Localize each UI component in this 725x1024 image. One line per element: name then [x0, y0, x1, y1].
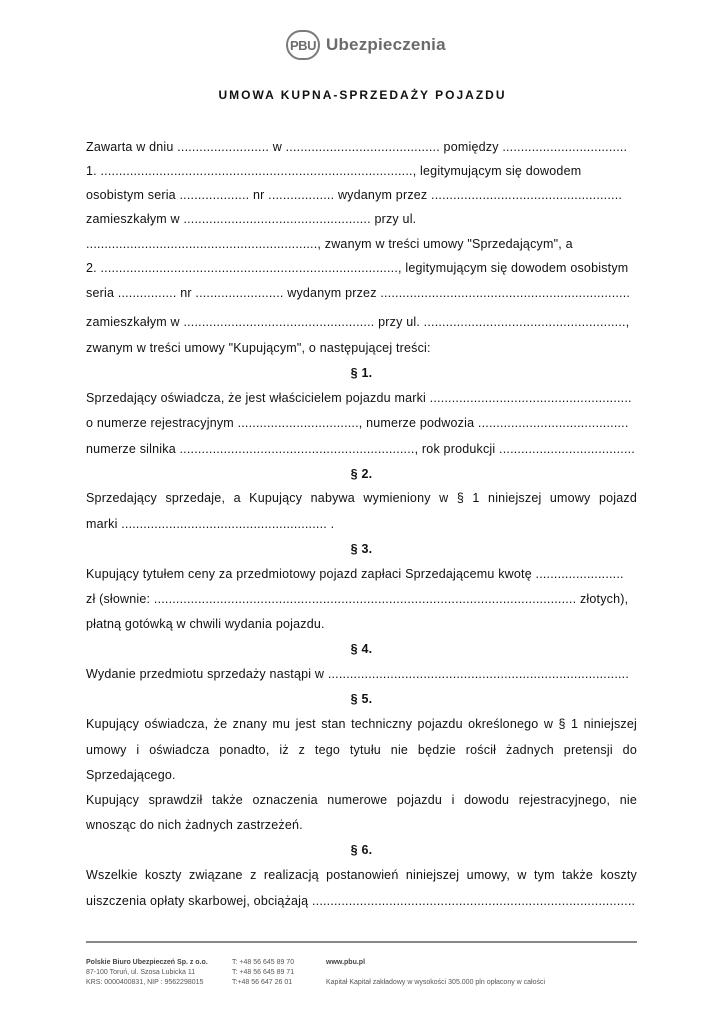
section-heading: § 1. [350, 366, 373, 380]
contract-line: Wydanie przedmiotu sprzedaży nastąpi w .................................................................................. [86, 667, 630, 681]
contract-line: wnosząc do nich żadnych zastrzeżeń. [86, 818, 303, 832]
logo-badge: PBU [286, 30, 320, 60]
company-logo [286, 30, 446, 60]
section-heading: § 2. [350, 467, 373, 481]
footer-website-link[interactable]: www.pbu.pl [326, 959, 366, 966]
contract-line: płatną gotówką w chwili wydania pojazdu. [86, 617, 325, 631]
footer-divider [86, 941, 637, 943]
contract-line: Wszelkie koszty związane z realizacją postanowień niniejszej umowy, w tym także koszty [86, 868, 637, 882]
contract-line: Zawarta w dniu ......................... w .......................................... pomiędzy .................................. [86, 140, 628, 154]
contract-line: uiszczenia opłaty skarbowej, obciążają ........................................................................................ [86, 894, 636, 908]
contract-line: zwanym w treści umowy "Kupującym", o następującej treści: [86, 341, 431, 355]
contract-line: Kupujący sprawdził także oznaczenia numerowe pojazdu i dowodu rejestracyjnego, nie [86, 793, 637, 807]
contract-line: Sprzedający sprzedaje, a Kupujący nabywa wymieniony w § 1 niniejszej umowy pojazd [86, 491, 637, 505]
section-heading: § 3. [350, 542, 373, 556]
footer-company-info [86, 958, 208, 988]
section-heading: § 5. [350, 692, 373, 706]
contract-line: ..............................................................., zwanym w treści umowy "Sprzedającym", a [86, 237, 573, 251]
contract-line: zamieszkałym w ................................................... przy ul. [86, 212, 417, 226]
footer-phone: T: +48 56 645 89 71 [232, 969, 295, 976]
footer-capital: Kapitał Kapitał zakładowy w wysokości 305.000 pln opłacony w całości [326, 979, 546, 986]
contract-line: o numerze rejestracyjnym ................................., numerze podwozia ......................................... [86, 416, 629, 430]
contract-line: Sprzedający oświadcza, że jest właścicielem pojazdu marki ....................................................... [86, 391, 632, 405]
logo-name: Ubezpieczenia [326, 35, 446, 54]
contract-line: marki ........................................................ . [86, 517, 335, 531]
footer-registration: KRS: 0000400831, NIP : 9562298015 [86, 979, 204, 986]
footer-phones [232, 958, 294, 988]
section-heading: § 4. [350, 642, 373, 656]
contract-line: numerze silnika ................................................................, rok produkcji ..................................... [86, 442, 635, 456]
contract-line: zł (słownie: ................................................................................................................... złotych), [86, 592, 629, 606]
contract-line: 2. ................................................................................., legitymującym się dowodem osobistym [86, 261, 629, 275]
contract-line: umowy i oświadcza ponadto, iż z tego tytułu nie będzie rościł żadnych pretensji do [86, 743, 637, 757]
contract-line: osobistym seria ................... nr .................. wydanym przez .................................................... [86, 188, 623, 202]
contract-line: zamieszkałym w .................................................... przy ul. ......................................................., [86, 315, 630, 329]
footer-web-info [326, 958, 545, 988]
footer-address: 87-100 Toruń, ul. Szosa Lubicka 11 [86, 969, 196, 976]
footer-phone: T:+48 56 647 26 01 [232, 979, 293, 986]
document-title: UMOWA KUPNA-SPRZEDAŻY POJAZDU [218, 88, 507, 102]
contract-line: Kupujący oświadcza, że znany mu jest stan techniczny pojazdu określonego w § 1 niniejszej [86, 717, 637, 731]
contract-line: Sprzedającego. [86, 768, 176, 782]
contract-line: seria ................ nr ........................ wydanym przez .................................................................... [86, 286, 631, 300]
contract-line: 1. ....................................................................................., legitymującym się dowodem [86, 164, 582, 178]
footer-company-name: Polskie Biuro Ubezpieczeń Sp. z o.o. [86, 959, 208, 966]
contract-line: Kupujący tytułem ceny za przedmiotowy pojazd zapłaci Sprzedającemu kwotę ........................ [86, 567, 624, 581]
section-heading: § 6. [350, 843, 373, 857]
footer-phone: T: +48 56 645 89 70 [232, 959, 295, 966]
